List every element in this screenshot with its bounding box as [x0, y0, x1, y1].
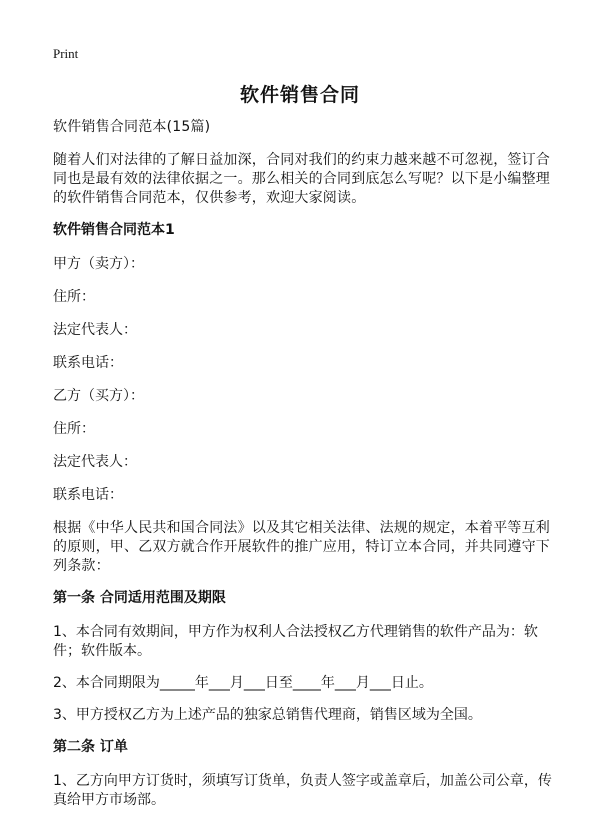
article2-item: 1、乙方向甲方订货时，须填写订货单，负责人签字或盖章后，加盖公司公章，传真给甲方市场部。: [53, 773, 552, 808]
seller-representative-label: 法定代表人：: [53, 322, 137, 338]
section-heading: 软件销售合同范本1: [53, 222, 175, 238]
article2-heading: 第二条 订单: [53, 739, 128, 755]
document-title: 软件销售合同: [239, 84, 360, 106]
article1-heading: 第一条 合同适用范围及期限: [53, 590, 226, 606]
document-subtitle: 软件销售合同范本(15篇): [53, 119, 211, 135]
print-link[interactable]: Print: [53, 46, 79, 61]
seller-phone-label: 联系电话：: [53, 355, 123, 371]
seller-label: 甲方（卖方）：: [53, 256, 144, 272]
document-body: [53, 118, 553, 823]
preamble-paragraph: 根据《中华人民共和国合同法》以及其它相关法律、法规的规定，本着平等互利的原则，甲、乙双方就合作开展软件的推广应用，特订立本合同，并共同遵守下列条款：: [53, 520, 550, 574]
buyer-representative-label: 法定代表人：: [53, 454, 137, 470]
buyer-address-label: 住所：: [53, 421, 95, 437]
intro-paragraph: 随着人们对法律的了解日益加深，合同对我们的约束力越来越不可忽视，签订合同也是最有效的法律依据之一。那么相关的合同到底怎么写呢？以下是小编整理的软件销售合同范本，仅供参考，欢迎大家阅读。: [53, 152, 550, 206]
article1-item: 2、本合同期限为_____年___月___日至____年___月___日止。: [53, 675, 433, 691]
buyer-phone-label: 联系电话：: [53, 487, 123, 503]
article1-item: 3、甲方授权乙方为上述产品的独家总销售代理商，销售区域为全国。: [53, 707, 482, 723]
seller-address-label: 住所：: [53, 289, 95, 305]
article1-item: 1、本合同有效期间，甲方作为权利人合法授权乙方代理销售的软件产品为：软件；软件版本。: [53, 624, 538, 659]
buyer-label: 乙方（买方）：: [53, 388, 144, 404]
